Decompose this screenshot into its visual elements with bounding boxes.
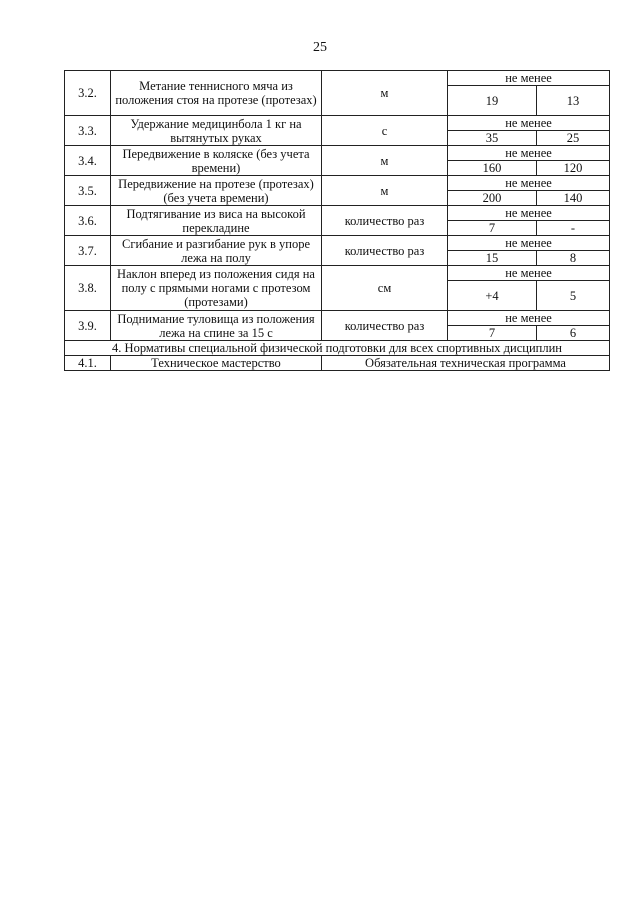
exercise-name: Удержание медицинбола 1 кг на вытянутых руках (111, 116, 322, 146)
value-1: 200 (448, 191, 537, 206)
page-number: 25 (313, 40, 327, 55)
row-number: 4.1. (65, 356, 111, 371)
exercise-name: Сгибание и разгибание рук в упоре лежа на полу (111, 236, 322, 266)
row-number: 3.8. (65, 266, 111, 311)
min-header: не менее (448, 71, 610, 86)
value-1: 7 (448, 221, 537, 236)
unit-cell: с (322, 116, 448, 146)
value-1: 19 (448, 86, 537, 116)
norms-table (64, 70, 610, 371)
table-row (65, 236, 610, 251)
value-2: 140 (537, 191, 610, 206)
value-1: 35 (448, 131, 537, 146)
row-number: 3.3. (65, 116, 111, 146)
section-row (65, 341, 610, 356)
value-2: 8 (537, 251, 610, 266)
min-header: не менее (448, 176, 610, 191)
unit-cell: см (322, 266, 448, 311)
value-1: 15 (448, 251, 537, 266)
min-header: не менее (448, 236, 610, 251)
min-header: не менее (448, 116, 610, 131)
program-cell: Обязательная техническая программа (322, 356, 610, 371)
section-title: 4. Нормативы специальной физической подготовки для всех спортивных дисциплин (65, 341, 610, 356)
row-number: 3.4. (65, 146, 111, 176)
value-2: 13 (537, 86, 610, 116)
unit-cell: количество раз (322, 311, 448, 341)
value-1: 160 (448, 161, 537, 176)
exercise-name: Метание теннисного мяча из положения стоя на протезе (протезах) (111, 71, 322, 116)
exercise-name: Наклон вперед из положения сидя на полу с прямыми ногами с протезом (протезами) (111, 266, 322, 311)
table-row (65, 206, 610, 221)
row-number: 3.7. (65, 236, 111, 266)
exercise-name: Подтягивание из виса на высокой перекладине (111, 206, 322, 236)
value-1: 7 (448, 326, 537, 341)
row-number: 3.5. (65, 176, 111, 206)
exercise-name: Поднимание туловища из положения лежа на спине за 15 с (111, 311, 322, 341)
unit-cell: м (322, 176, 448, 206)
value-2: 120 (537, 161, 610, 176)
unit-cell: количество раз (322, 206, 448, 236)
unit-cell: м (322, 146, 448, 176)
table-row (65, 356, 610, 371)
value-1: +4 (448, 281, 537, 311)
table-row (65, 311, 610, 326)
table-row (65, 176, 610, 191)
value-2: 5 (537, 281, 610, 311)
row-number: 3.6. (65, 206, 111, 236)
min-header: не менее (448, 146, 610, 161)
unit-cell: количество раз (322, 236, 448, 266)
row-number: 3.2. (65, 71, 111, 116)
table-row (65, 146, 610, 161)
value-2: 6 (537, 326, 610, 341)
value-2: - (537, 221, 610, 236)
table-row (65, 266, 610, 281)
unit-cell: м (322, 71, 448, 116)
row-number: 3.9. (65, 311, 111, 341)
exercise-name: Передвижение на протезе (протезах) (без учета времени) (111, 176, 322, 206)
value-2: 25 (537, 131, 610, 146)
table-row (65, 71, 610, 86)
min-header: не менее (448, 311, 610, 326)
min-header: не менее (448, 206, 610, 221)
exercise-name: Техническое мастерство (111, 356, 322, 371)
min-header: не менее (448, 266, 610, 281)
exercise-name: Передвижение в коляске (без учета времени) (111, 146, 322, 176)
table-row (65, 116, 610, 131)
